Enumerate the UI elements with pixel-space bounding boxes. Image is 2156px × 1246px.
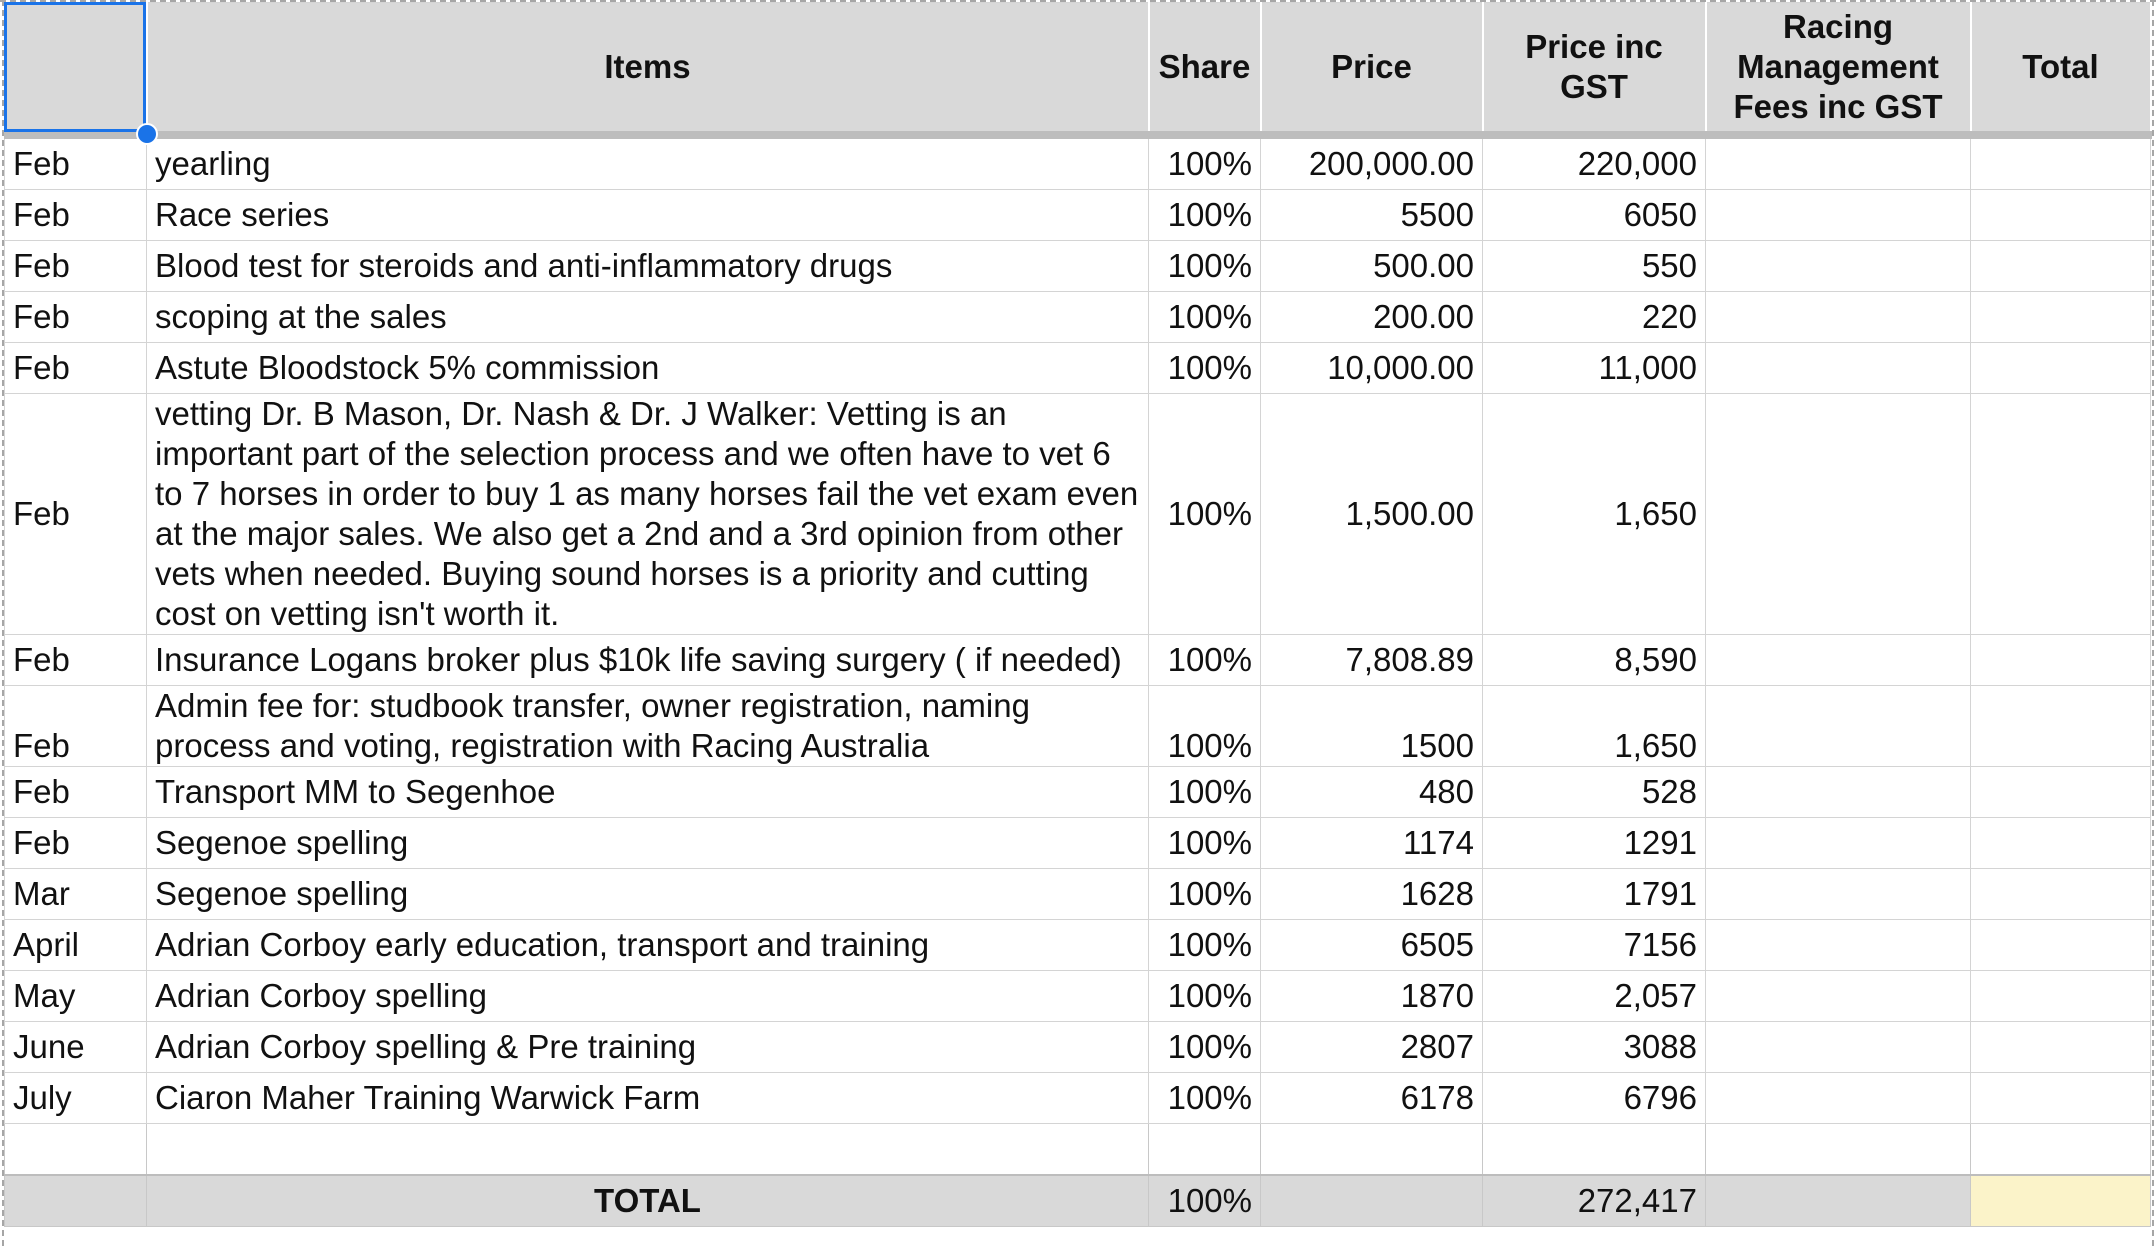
month-cell[interactable]: June <box>5 1022 147 1073</box>
racing-fees-cell[interactable] <box>1706 343 1971 394</box>
table-row <box>5 343 2151 394</box>
table-row <box>5 635 2151 686</box>
item-cell[interactable]: Blood test for steroids and anti-inflammatory drugs <box>147 241 1149 292</box>
spreadsheet-grid <box>4 2 2152 1227</box>
item-cell[interactable]: Ciaron Maher Training Warwick Farm <box>147 1073 1149 1124</box>
cell[interactable] <box>1971 1124 2151 1176</box>
total-cell[interactable] <box>1971 686 2151 767</box>
table-row <box>5 190 2151 241</box>
month-cell[interactable]: Feb <box>5 292 147 343</box>
selected-cell-outline[interactable] <box>4 2 146 132</box>
cell[interactable] <box>1706 1124 1971 1176</box>
total-cell[interactable] <box>1971 1073 2151 1124</box>
empty-row <box>5 1124 2151 1176</box>
share-cell[interactable]: 100% <box>1149 343 1261 394</box>
racing-fees-cell[interactable] <box>1706 818 1971 869</box>
share-cell[interactable]: 100% <box>1149 1022 1261 1073</box>
total-cell[interactable] <box>1971 135 2151 190</box>
price-inc-gst-cell[interactable]: 11,000 <box>1483 343 1706 394</box>
page-break-line <box>2152 0 2154 1246</box>
header-row <box>5 3 2151 136</box>
price-cell[interactable]: 480 <box>1261 767 1483 818</box>
table-row <box>5 394 2151 635</box>
header-cell-total[interactable]: Total <box>1971 3 2151 136</box>
share-cell[interactable]: 100% <box>1149 241 1261 292</box>
share-cell[interactable]: 100% <box>1149 635 1261 686</box>
total-label[interactable]: TOTAL <box>147 1175 1149 1227</box>
racing-fees-cell[interactable] <box>1706 1073 1971 1124</box>
table-row <box>5 971 2151 1022</box>
month-cell[interactable]: Feb <box>5 241 147 292</box>
table-row <box>5 292 2151 343</box>
table-row <box>5 818 2151 869</box>
item-cell[interactable]: vetting Dr. B Mason, Dr. Nash & Dr. J Walker: Vetting is an important part of the selection process and we often have to vet 6 to 7 horses in order to buy 1 as many horses fail the vet exam even at the major sales. We also get a 2nd and a 3rd opinion from other vets when needed. Buying sound horses is a priority and cutting cost on vetting isn't worth it. <box>147 394 1149 635</box>
item-cell[interactable]: Segenoe spelling <box>147 869 1149 920</box>
item-cell[interactable]: Transport MM to Segenhoe <box>147 767 1149 818</box>
month-cell[interactable]: Feb <box>5 818 147 869</box>
table-row <box>5 869 2151 920</box>
share-cell[interactable]: 100% <box>1149 920 1261 971</box>
item-cell[interactable]: Adrian Corboy spelling <box>147 971 1149 1022</box>
price-inc-gst-cell[interactable]: 220 <box>1483 292 1706 343</box>
price-inc-gst-cell[interactable]: 1791 <box>1483 869 1706 920</box>
month-cell[interactable]: Feb <box>5 635 147 686</box>
price-cell[interactable]: 6178 <box>1261 1073 1483 1124</box>
share-cell[interactable]: 100% <box>1149 767 1261 818</box>
total-cell[interactable] <box>1971 292 2151 343</box>
racing-fees-cell[interactable] <box>1706 686 1971 767</box>
item-cell[interactable]: scoping at the sales <box>147 292 1149 343</box>
racing-fees-cell[interactable] <box>1706 920 1971 971</box>
month-cell[interactable]: Feb <box>5 686 147 767</box>
racing-fees-cell[interactable] <box>1706 135 1971 190</box>
table-row <box>5 767 2151 818</box>
price-cell[interactable]: 2807 <box>1261 1022 1483 1073</box>
price-cell[interactable]: 10,000.00 <box>1261 343 1483 394</box>
total-share[interactable]: 100% <box>1149 1175 1261 1227</box>
price-cell[interactable]: 1174 <box>1261 818 1483 869</box>
total-total-cell[interactable] <box>1971 1175 2151 1227</box>
total-price-inc-gst[interactable]: 272,417 <box>1483 1175 1706 1227</box>
price-cell[interactable]: 6505 <box>1261 920 1483 971</box>
share-cell[interactable]: 100% <box>1149 394 1261 635</box>
total-cell[interactable] <box>1971 818 2151 869</box>
total-cell[interactable] <box>1971 920 2151 971</box>
price-inc-gst-cell[interactable]: 8,590 <box>1483 635 1706 686</box>
item-cell[interactable]: Segenoe spelling <box>147 818 1149 869</box>
price-inc-gst-cell[interactable]: 550 <box>1483 241 1706 292</box>
price-cell[interactable]: 200,000.00 <box>1261 135 1483 190</box>
total-month-cell[interactable] <box>5 1175 147 1227</box>
share-cell[interactable]: 100% <box>1149 818 1261 869</box>
table-row <box>5 920 2151 971</box>
month-cell[interactable]: Mar <box>5 869 147 920</box>
price-inc-gst-cell[interactable]: 7156 <box>1483 920 1706 971</box>
total-cell[interactable] <box>1971 869 2151 920</box>
total-cell[interactable] <box>1971 971 2151 1022</box>
total-cell[interactable] <box>1971 343 2151 394</box>
share-cell[interactable]: 100% <box>1149 1073 1261 1124</box>
racing-fees-cell[interactable] <box>1706 292 1971 343</box>
price-cell[interactable]: 1628 <box>1261 869 1483 920</box>
price-inc-gst-cell[interactable]: 3088 <box>1483 1022 1706 1073</box>
total-price-cell[interactable] <box>1261 1175 1483 1227</box>
price-inc-gst-cell[interactable]: 2,057 <box>1483 971 1706 1022</box>
price-inc-gst-cell[interactable]: 528 <box>1483 767 1706 818</box>
header-cell-price-inc-gst[interactable]: Price inc GST <box>1483 3 1706 136</box>
cell[interactable] <box>5 1124 147 1176</box>
racing-fees-cell[interactable] <box>1706 190 1971 241</box>
total-row <box>5 1175 2151 1227</box>
item-cell[interactable]: Admin fee for: studbook transfer, owner registration, naming process and voting, registration with Racing Australia <box>147 686 1149 767</box>
total-cell[interactable] <box>1971 190 2151 241</box>
month-cell[interactable]: April <box>5 920 147 971</box>
table-row <box>5 135 2151 190</box>
item-cell[interactable]: Race series <box>147 190 1149 241</box>
share-cell[interactable]: 100% <box>1149 135 1261 190</box>
racing-fees-cell[interactable] <box>1706 1022 1971 1073</box>
price-cell[interactable]: 7,808.89 <box>1261 635 1483 686</box>
price-inc-gst-cell[interactable]: 6796 <box>1483 1073 1706 1124</box>
price-inc-gst-cell[interactable]: 220,000 <box>1483 135 1706 190</box>
item-cell[interactable]: yearling <box>147 135 1149 190</box>
total-cell[interactable] <box>1971 635 2151 686</box>
header-cell-items[interactable]: Items <box>147 3 1149 136</box>
share-cell[interactable]: 100% <box>1149 190 1261 241</box>
price-inc-gst-cell[interactable]: 1,650 <box>1483 394 1706 635</box>
cell[interactable] <box>1261 1124 1483 1176</box>
cell[interactable] <box>1483 1124 1706 1176</box>
price-inc-gst-cell[interactable]: 1291 <box>1483 818 1706 869</box>
month-cell[interactable]: July <box>5 1073 147 1124</box>
racing-fees-cell[interactable] <box>1706 635 1971 686</box>
price-cell[interactable]: 5500 <box>1261 190 1483 241</box>
racing-fees-cell[interactable] <box>1706 869 1971 920</box>
header-cell-racing-fees[interactable]: Racing Management Fees inc GST <box>1706 3 1971 136</box>
cell[interactable] <box>1149 1124 1261 1176</box>
fill-handle[interactable] <box>136 123 158 145</box>
price-cell[interactable]: 200.00 <box>1261 292 1483 343</box>
item-cell[interactable]: Insurance Logans broker plus $10k life saving surgery ( if needed) <box>147 635 1149 686</box>
price-cell[interactable]: 1500 <box>1261 686 1483 767</box>
total-cell[interactable] <box>1971 394 2151 635</box>
price-cell[interactable]: 500.00 <box>1261 241 1483 292</box>
racing-fees-cell[interactable] <box>1706 767 1971 818</box>
price-cell[interactable]: 1870 <box>1261 971 1483 1022</box>
month-cell[interactable]: Feb <box>5 135 147 190</box>
month-cell[interactable]: May <box>5 971 147 1022</box>
table-row <box>5 1073 2151 1124</box>
racing-fees-cell[interactable] <box>1706 394 1971 635</box>
price-cell[interactable]: 1,500.00 <box>1261 394 1483 635</box>
header-cell-share[interactable]: Share <box>1149 3 1261 136</box>
month-cell[interactable]: Feb <box>5 394 147 635</box>
total-cell[interactable] <box>1971 241 2151 292</box>
item-cell[interactable]: Adrian Corboy spelling & Pre training <box>147 1022 1149 1073</box>
item-cell[interactable]: Adrian Corboy early education, transport and training <box>147 920 1149 971</box>
share-cell[interactable]: 100% <box>1149 971 1261 1022</box>
total-racing-fees-cell[interactable] <box>1706 1175 1971 1227</box>
table-row <box>5 1022 2151 1073</box>
month-cell[interactable]: Feb <box>5 343 147 394</box>
month-cell[interactable]: Feb <box>5 767 147 818</box>
price-inc-gst-cell[interactable]: 6050 <box>1483 190 1706 241</box>
table-row <box>5 241 2151 292</box>
total-cell[interactable] <box>1971 1022 2151 1073</box>
total-cell[interactable] <box>1971 767 2151 818</box>
table-row <box>5 686 2151 767</box>
month-cell[interactable]: Feb <box>5 190 147 241</box>
racing-fees-cell[interactable] <box>1706 241 1971 292</box>
share-cell[interactable]: 100% <box>1149 292 1261 343</box>
racing-fees-cell[interactable] <box>1706 971 1971 1022</box>
item-cell[interactable]: Astute Bloodstock 5% commission <box>147 343 1149 394</box>
share-cell[interactable]: 100% <box>1149 686 1261 767</box>
share-cell[interactable]: 100% <box>1149 869 1261 920</box>
header-cell-price[interactable]: Price <box>1261 3 1483 136</box>
price-inc-gst-cell[interactable]: 1,650 <box>1483 686 1706 767</box>
cell[interactable] <box>147 1124 1149 1176</box>
